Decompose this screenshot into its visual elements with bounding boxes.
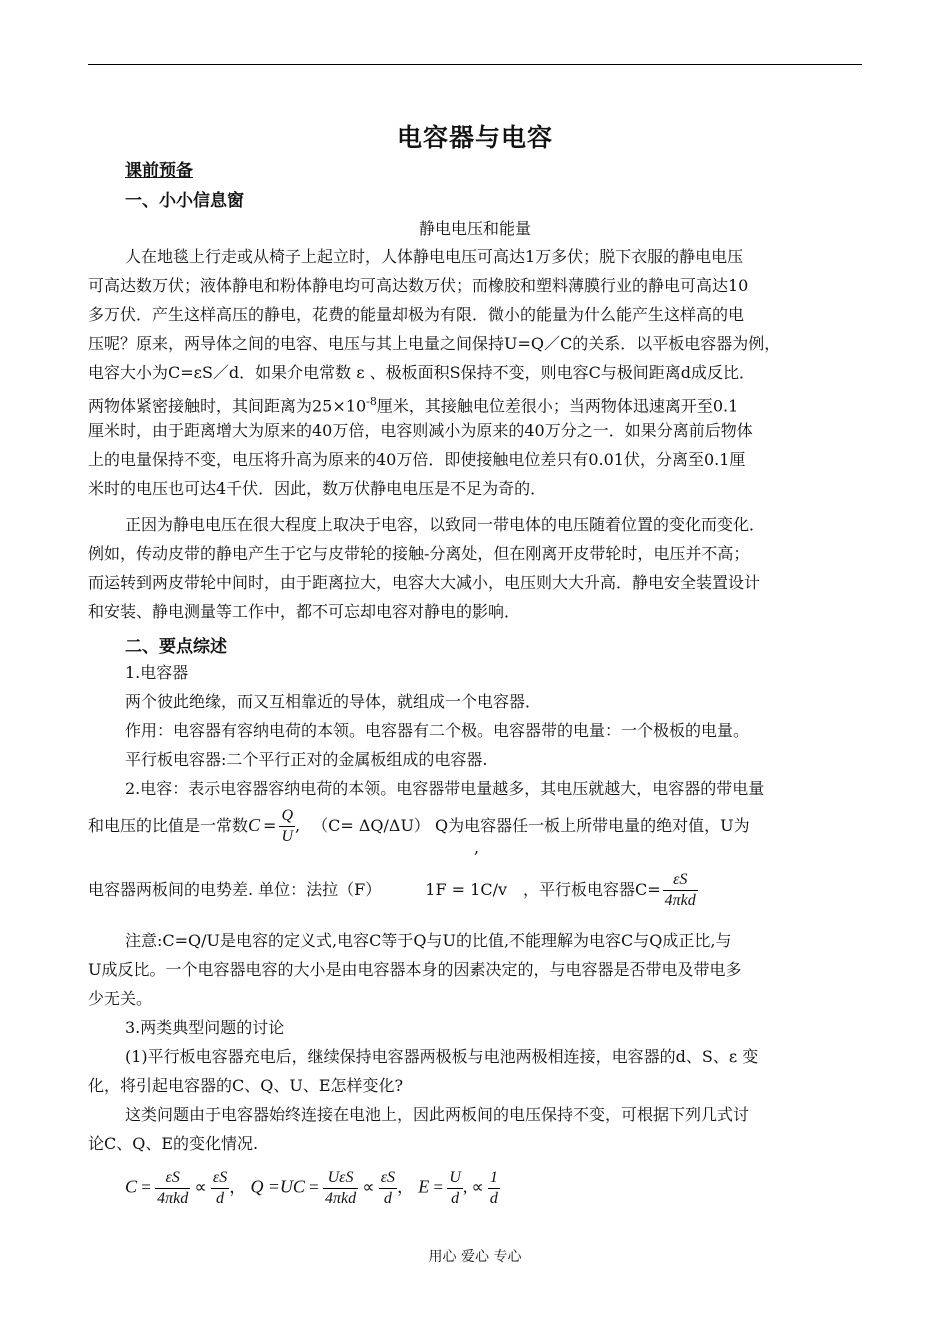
note-line: U成反比。一个电容器电容的大小是由电容器本身的因素决定的，与电容器是否带电及带电多 bbox=[88, 960, 742, 979]
para1-line-6 bbox=[88, 387, 866, 416]
fraction-denominator: 4πkd bbox=[157, 1190, 189, 1207]
item2-line2-b: （C= ΔQ/ΔU） Q为电容器任一板上所带电量的绝对值，U为 bbox=[312, 816, 750, 835]
item1-line: 作用：电容器有容纳电荷的本领。电容器有二个极。电容器带的电量：一个极板的电量。 bbox=[125, 721, 750, 740]
eq-separator: ， bbox=[229, 1177, 247, 1197]
proportional-symbol: ∝ bbox=[471, 1177, 484, 1197]
formula-c: C bbox=[248, 815, 261, 835]
item1-title: 1.电容器 bbox=[125, 663, 189, 682]
para1-line6-b: 厘米，其接触电位差很小；当两物体迅速离开至0.1 bbox=[376, 396, 739, 416]
item1-line: 两个彼此绝缘，而又互相靠近的导体，就组成一个电容器． bbox=[125, 692, 542, 711]
eq-equals: = bbox=[141, 1177, 151, 1197]
eq-separator: , bbox=[462, 1177, 468, 1197]
formula-eq: = bbox=[263, 816, 277, 835]
fraction-numerator: Q bbox=[279, 806, 295, 827]
eq-q: Q bbox=[250, 1176, 264, 1197]
para1 bbox=[88, 242, 866, 503]
equation-line bbox=[125, 1168, 500, 1209]
para1-line: 米时的电压也可达4千伏．因此，数万伏静电电压是不足为奇的． bbox=[88, 479, 547, 498]
formula-q-over-u bbox=[279, 806, 295, 847]
note-line: 少无关。 bbox=[88, 989, 153, 1008]
fraction-denominator: d bbox=[489, 1190, 498, 1207]
para2-line: 例如，传动皮带的静电产生于它与皮带轮的接触-分离处，但在刚离开皮带轮时，电压并不高； bbox=[88, 544, 750, 563]
para1-line: 可高达数万伏；液体静电和粉体静电均可高达数万伏；而橡胶和塑料薄膜行业的静电可高达10 bbox=[88, 276, 749, 295]
item3-p2-line: 这类问题由于电容器始终连接在电池上，因此两板间的电压保持不变，可根据下列几式讨 bbox=[125, 1105, 750, 1124]
fraction-numerator: U bbox=[447, 1168, 463, 1189]
item2-line3-c: ，平行板电容器C= bbox=[523, 880, 661, 899]
eq-fraction-5 bbox=[447, 1168, 463, 1209]
para1-line: 电容大小为C=εS／d．如果介电常数 ε 、极板面积S保持不变，则电容C与极间距离d成反比． bbox=[88, 363, 756, 382]
item2-line1: 2.电容：表示电容器容纳电荷的本领。电容器带电量越多，其电压就越大，电容器的带电量 bbox=[125, 779, 765, 798]
fraction-denominator: 4πkd bbox=[324, 1190, 357, 1207]
proportional-symbol: ∝ bbox=[194, 1177, 207, 1197]
eq-equals: = bbox=[433, 1177, 444, 1197]
eq-c: C bbox=[125, 1176, 138, 1197]
section2-heading: 二、要点综述 bbox=[125, 637, 227, 657]
item2-line3-a: 电容器两板间的电势差. 单位：法拉（F） bbox=[88, 880, 382, 899]
eq-e: E bbox=[418, 1176, 430, 1197]
fraction-denominator: U bbox=[281, 828, 293, 845]
fraction-numerator: εS bbox=[379, 1168, 397, 1189]
fraction-denominator: d bbox=[383, 1190, 392, 1207]
para1-line: 厘米时，由于距离增大为原来的40万倍，电容则减小为原来的40万分之一．如果分离前后物体 bbox=[88, 421, 753, 440]
section1-heading: 一、小小信息窗 bbox=[125, 191, 244, 211]
subtitle: 静电电压和能量 bbox=[418, 219, 531, 238]
exponent: -8 bbox=[366, 395, 377, 408]
section-pre-heading: 课前预备 bbox=[125, 161, 193, 181]
formula-parallel-plate bbox=[663, 870, 698, 911]
para2-line: 而运转到两皮带轮中间时，由于距离拉大，电容大大减小，电压则大大升高．静电安全装置设计 bbox=[88, 573, 761, 592]
comma: , bbox=[474, 838, 480, 857]
para2-line: 和安装、静电测量等工作中，都不可忘却电容对静电的影响． bbox=[88, 602, 521, 621]
eq-uc: =UC bbox=[267, 1176, 305, 1197]
fraction-numerator: εS bbox=[663, 870, 698, 891]
item3-p1-line: 化，将引起电容器的C、Q、U、E怎样变化? bbox=[88, 1076, 404, 1095]
fraction-numerator: εS bbox=[155, 1168, 190, 1189]
fraction-denominator: d bbox=[216, 1190, 225, 1207]
item3-p2-line: 论C、Q、E的变化情况. bbox=[88, 1134, 259, 1153]
item2-line3 bbox=[88, 870, 866, 911]
item3-p1-line: (1)平行板电容器充电后，继续保持电容器两极板与电池两极相连接，电容器的d、S、ε 变 bbox=[125, 1047, 759, 1066]
para2 bbox=[88, 510, 866, 626]
para1-line: 人在地毯上行走或从椅子上起立时，人体静电电压可高达1万多伏；脱下衣服的静电电压 bbox=[125, 247, 744, 266]
fraction-denominator: 4πkd bbox=[664, 892, 696, 909]
para2-line: 正因为静电电压在很大程度上取决于电容，以致同一带电体的电压随着位置的变化而变化． bbox=[125, 515, 766, 534]
para1-line: 上的电量保持不变，电压将升高为原来的40万倍．即使接触电位差只有0.01伏，分离至0.1厘 bbox=[88, 450, 746, 469]
para1-line6-a: 两物体紧密接触时，其间距离为25×10 bbox=[88, 396, 367, 416]
eq-fraction-2 bbox=[211, 1168, 229, 1209]
note-line: 注意:C=Q/U是电容的定义式,电容C等于Q与U的比值,不能理解为电容C与Q成正比,与 bbox=[125, 931, 732, 950]
item3-title: 3.两类典型问题的讨论 bbox=[125, 1018, 285, 1037]
proportional-symbol: ∝ bbox=[362, 1177, 375, 1197]
note bbox=[88, 926, 866, 1158]
para1-line: 多万伏．产生这样高压的静电，花费的能量却极为有限．微小的能量为什么能产生这样高的电 bbox=[88, 305, 745, 324]
eq-fraction-3 bbox=[323, 1168, 358, 1209]
fraction-numerator: UεS bbox=[323, 1168, 358, 1189]
eq-fraction-4 bbox=[379, 1168, 397, 1209]
para1-line: 压呢？原来，两导体之间的电容、电压与其上电量之间保持U=Q／C的关系．以平板电容器为例， bbox=[88, 334, 781, 353]
fraction-numerator: 1 bbox=[488, 1168, 500, 1189]
unit-definition: 1F = 1C/v bbox=[425, 880, 507, 899]
fraction-numerator: εS bbox=[211, 1168, 229, 1189]
eq-fraction-1 bbox=[155, 1168, 190, 1209]
comma: , bbox=[295, 816, 301, 835]
item1 bbox=[88, 658, 866, 803]
eq-fraction-6 bbox=[488, 1168, 500, 1209]
item2-line2-a: 和电压的比值是一常数 bbox=[88, 816, 249, 835]
eq-separator: ， bbox=[397, 1177, 415, 1197]
fraction-denominator: d bbox=[451, 1190, 460, 1207]
eq-equals: = bbox=[309, 1177, 319, 1197]
page-title: 电容器与电容 bbox=[396, 123, 553, 152]
item1-line: 平行板电容器:二个平行正对的金属板组成的电容器. bbox=[125, 750, 488, 769]
page-footer: 用心 爱心 专心 bbox=[428, 1249, 522, 1265]
header-rule bbox=[88, 64, 862, 65]
